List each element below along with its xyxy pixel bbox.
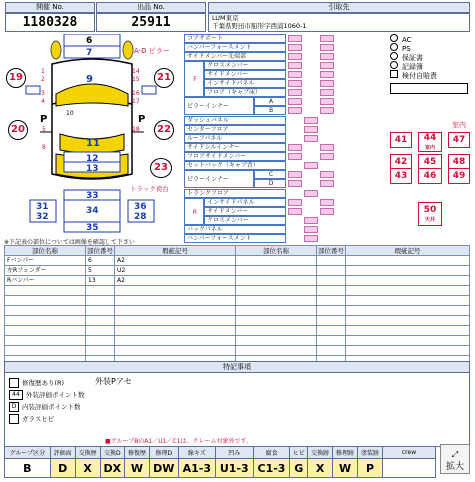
grade-label: 凹み: [215, 447, 253, 459]
part-core-support: コアサポート: [184, 34, 286, 43]
part-floor-side-member: フロアサイドメンバー: [184, 152, 286, 161]
check-box: [320, 180, 334, 187]
interior-label: 室内: [452, 121, 466, 129]
check-box: [304, 162, 318, 169]
zoom-icon: ⤢: [451, 450, 459, 459]
pickup-box: [208, 13, 470, 32]
part-pillar-a: A: [254, 97, 286, 106]
part-group-r: R: [184, 198, 204, 225]
col-part-name-2: 部位名称: [236, 246, 317, 256]
part-inside-panel-f: インサイドパネル: [204, 79, 286, 88]
grade-table: [4, 446, 436, 478]
check-box: [288, 153, 302, 160]
grade-label: グループ区分: [5, 447, 51, 459]
col-defect-2: 瑕疵記号: [346, 246, 470, 256]
check-box: [288, 35, 302, 42]
trunk-num-35: 35: [86, 223, 99, 233]
table-row: [5, 346, 470, 356]
part-side-member-f: サイドメンバー: [204, 70, 286, 79]
col-part-name-1: 部位名称: [5, 246, 86, 256]
grade-label: 修理跡: [333, 447, 358, 459]
lot-label: 開催 No.: [5, 2, 95, 13]
part-circle-21: 21: [154, 68, 174, 88]
equip-ps: PS: [390, 43, 470, 52]
part-num-18: 18: [132, 126, 140, 133]
part-cross-member-f: クロスメンバー: [204, 61, 286, 70]
part-num-6: 6: [86, 36, 93, 46]
notes-line: ※下記表の部位については画像を確認して下さい: [4, 239, 135, 246]
grade-value: D: [50, 459, 75, 478]
table-row: Rバンパー 13 A2: [5, 276, 470, 286]
grade-label: 線キズ: [178, 447, 215, 459]
grade-label: 評価面: [50, 447, 75, 459]
table-row: 左Rフェンダー 5 U2: [5, 266, 470, 276]
part-side-member-r: サイドメンバー: [204, 207, 286, 216]
part-num-1: 1: [41, 68, 45, 75]
table-row: [5, 286, 470, 296]
grade-value: U1-3: [215, 459, 253, 478]
part-cross-member-r: クロスメンバー: [204, 216, 286, 225]
col-part-no-2: 部位番号: [318, 247, 344, 255]
interior-box-43: 43: [390, 168, 412, 184]
ad-pillar-label: A-D ピラー: [134, 47, 170, 55]
check-box: [320, 144, 334, 151]
interior-box-49: 49: [448, 168, 470, 184]
part-bumper-reinf-f: バンパーフォースメント: [184, 43, 286, 52]
check-box: [288, 71, 302, 78]
part-num-17: 17: [132, 98, 140, 105]
part-back-panel: バックパネル: [184, 225, 286, 234]
check-box: [320, 208, 334, 215]
check-box: [288, 199, 302, 206]
part-circle-22: 22: [154, 120, 174, 140]
part-group-f: F: [184, 61, 204, 97]
check-box: [304, 226, 318, 233]
grade-value: G: [290, 459, 308, 478]
grade-label: 交換跡: [308, 447, 333, 459]
grade-value: DX: [100, 459, 124, 478]
part-num-15: 15: [132, 76, 140, 83]
check-box: [288, 208, 302, 215]
part-pillar-b: B: [254, 106, 286, 115]
check-box: [320, 44, 334, 51]
interior-box-45: 45: [418, 154, 442, 170]
check-box: [304, 135, 318, 142]
grade-value: [383, 459, 436, 478]
grade-value: B: [5, 459, 51, 478]
trunk-num-32: 32: [36, 212, 49, 222]
interior-box-50: 50 天井: [418, 202, 442, 226]
check-box: [304, 235, 318, 242]
check-box: [320, 35, 334, 42]
grade-value: W: [333, 459, 358, 478]
grade-value: X: [75, 459, 100, 478]
table-row: [5, 336, 470, 346]
check-box: [320, 53, 334, 60]
trunk-num-31: 31: [36, 202, 49, 212]
check-box: [288, 98, 302, 105]
part-num-3: 3: [41, 90, 45, 97]
grade-label: 修復歴: [124, 447, 149, 459]
damage-table: [4, 245, 470, 366]
grade-label: 交換歴: [75, 447, 100, 459]
grade-label: ヒビ: [290, 447, 308, 459]
part-num-7: 7: [86, 48, 93, 58]
part-pillar-inner-2: ピラーインナー: [184, 170, 254, 188]
grade-label: 塗装跡: [357, 447, 382, 459]
grade-value: P: [357, 459, 382, 478]
part-circle-19: 19: [6, 68, 26, 88]
grade-label: 腐食: [253, 447, 290, 459]
part-num-16: 16: [132, 90, 140, 97]
trunk-label: トラック荷台: [130, 185, 169, 193]
trunk-num-28: 28: [134, 212, 147, 222]
grade-value: A1-3: [178, 459, 215, 478]
interior-box-47: 47: [448, 132, 470, 148]
part-inside-panel-r: インサイドパネル: [204, 198, 286, 207]
table-row: [5, 296, 470, 306]
equipment-list: [390, 34, 470, 98]
part-num-9: 9: [86, 74, 93, 85]
check-box: [320, 89, 334, 96]
part-side-member-tip: サイドメンバー先端部: [184, 52, 286, 61]
int-points: D 内装評価ポイント数: [9, 402, 81, 412]
part-pillar-c: C: [254, 170, 286, 179]
interior-box-41: 41: [390, 132, 412, 148]
part-num-8: 8: [42, 144, 46, 151]
grade-value: X: [308, 459, 333, 478]
part-num-5: 5: [42, 126, 46, 133]
interior-box-46: 46: [418, 168, 442, 184]
table-row: [5, 306, 470, 316]
check-box: [288, 80, 302, 87]
special-notes: [4, 361, 470, 447]
equip-blank-box: [390, 83, 468, 94]
check-box: [288, 144, 302, 151]
interior-box-48: 48: [448, 154, 470, 170]
p-label-left: P: [40, 114, 48, 125]
check-box: [320, 107, 334, 114]
part-pillar-d: D: [254, 179, 286, 188]
equip-ac: AC: [390, 34, 470, 43]
check-box: [320, 71, 334, 78]
part-num-4: 4: [41, 98, 45, 105]
check-box: [320, 62, 334, 69]
part-floor-cab: フロア（キャブ床）: [204, 88, 286, 97]
part-side-sill-inner: サイドシルインナー: [184, 143, 286, 152]
check-box: [304, 217, 318, 224]
table-row: [5, 326, 470, 336]
group-note: ■グループBのA1／U1／C1は、クレーム対象外です。: [105, 438, 252, 445]
check-box: [320, 80, 334, 87]
part-num-2: 2: [41, 76, 45, 83]
check-box: [288, 171, 302, 178]
car-diagram: [4, 34, 182, 234]
trunk-num-36: 36: [134, 202, 147, 212]
check-box: [288, 107, 302, 114]
p-label-right: P: [138, 114, 146, 125]
col-part-no-1: 部位番号: [87, 247, 113, 255]
col-defect-1: 瑕疵記号: [115, 246, 236, 256]
check-box: [320, 199, 334, 206]
check-box: [288, 62, 302, 69]
equip-warranty: 保証書: [390, 52, 470, 61]
part-num-11: 11: [86, 138, 100, 149]
exhibit-value: 25911: [96, 13, 206, 32]
part-dash-panel: ダッシュパネル: [184, 116, 286, 125]
grade-value: C1-3: [253, 459, 290, 478]
grade-value: W: [124, 459, 149, 478]
part-setback: セットバック（キャブ背）: [184, 161, 286, 170]
pickup-name: LUM東京: [212, 14, 239, 22]
table-row: [5, 316, 470, 326]
grade-label: crew: [383, 447, 436, 459]
part-circle-20: 20: [8, 120, 28, 140]
special-content: 外装Pアセ: [95, 377, 132, 386]
parts-panel: [184, 34, 364, 242]
part-trunk-floor: トランクフロア: [184, 189, 286, 198]
pickup-label: 引取先: [208, 2, 470, 13]
pickup-address: 千葉県野田市船形字西浦1060-1: [212, 22, 307, 30]
special-title: 特記事項: [5, 362, 469, 373]
part-num-12: 12: [86, 154, 99, 164]
interior-box-42: 42: [390, 154, 412, 170]
glass-crack: ガラスヒビ: [9, 414, 54, 424]
zoom-button[interactable]: ⤢ 拡大: [440, 444, 470, 474]
part-num-14: 14: [132, 68, 140, 75]
lot-value: 1180328: [5, 13, 95, 32]
check-box: [320, 171, 334, 178]
check-box: [288, 89, 302, 96]
part-num-13: 13: [86, 164, 99, 174]
part-bumper-reinf-r: バンパーフォースメント: [184, 234, 286, 243]
trunk-num-34: 34: [86, 206, 99, 216]
check-box: [304, 117, 318, 124]
ext-points: 44 外装評価ポイント数: [9, 390, 85, 400]
equip-records: 記録簿: [390, 61, 470, 70]
check-box: [288, 53, 302, 60]
part-pillar-inner-1: ピラーインナー: [184, 97, 254, 115]
check-box: [304, 190, 318, 197]
check-box: [304, 126, 318, 133]
check-box: [288, 44, 302, 51]
grade-label: 交換D: [100, 447, 124, 459]
trunk-num-33: 33: [86, 191, 99, 201]
part-roof-panel: ルーフパネル: [184, 134, 286, 143]
grade-label: 修理D: [149, 447, 178, 459]
check-box: [320, 153, 334, 160]
equip-insurance: 検付自賠責: [390, 70, 470, 79]
exhibit-label: 出品 No.: [96, 2, 206, 13]
part-center-floor: センターフロア: [184, 125, 286, 134]
check-box: [288, 180, 302, 187]
check-box: [320, 98, 334, 105]
grade-value: DW: [149, 459, 178, 478]
part-circle-23: 23: [150, 158, 172, 178]
interior-box-44: 44 室内: [418, 132, 442, 152]
part-num-10: 10: [66, 110, 74, 117]
repair-history: 修復歴あり(R): [9, 378, 64, 388]
table-row: Fバンパー 6 A2: [5, 256, 470, 266]
